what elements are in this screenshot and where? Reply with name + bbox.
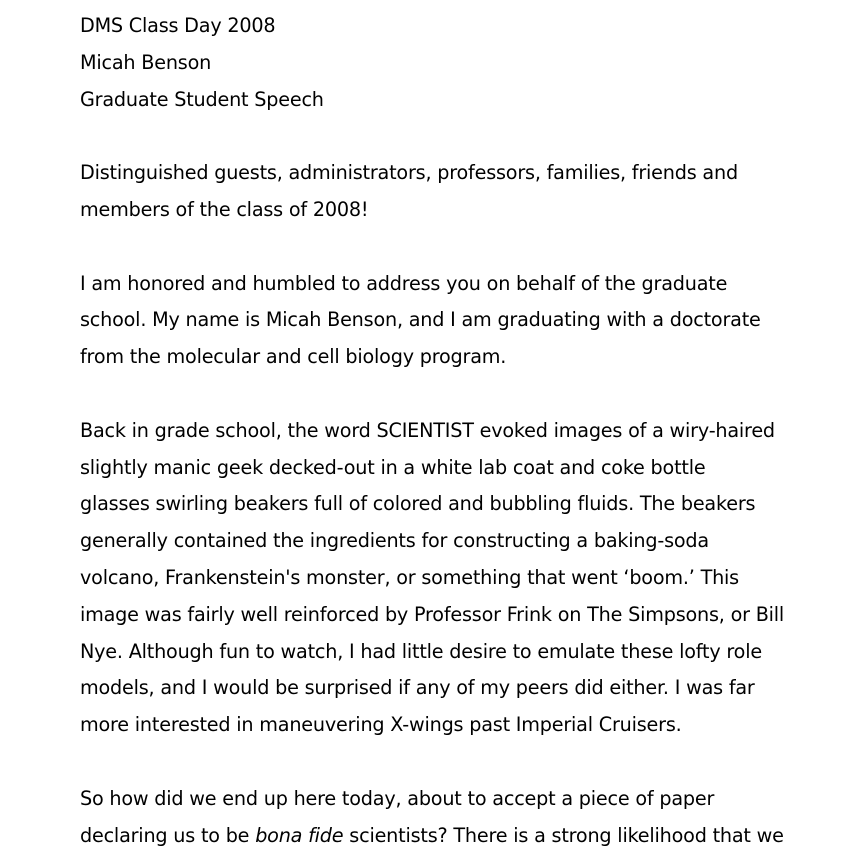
text-line: generally contained the ingredients for constructing a baking-soda <box>80 529 709 553</box>
text-segment: declaring us to be <box>80 823 256 847</box>
paragraph-grade-school <box>80 413 825 744</box>
speech-title: Graduate Student Speech <box>80 87 324 111</box>
text-line: Nye. Although fun to watch, I had little desire to emulate these lofty role <box>80 639 762 663</box>
text-line: image was fairly well reinforced by Professor Frink on The Simpsons, or Bill <box>80 602 785 626</box>
paragraph-gap <box>80 229 825 266</box>
paragraph-gap <box>80 118 825 155</box>
paragraph-gap <box>80 744 825 781</box>
event-title: DMS Class Day 2008 <box>80 14 276 37</box>
text-line: Distinguished guests, administrators, professors, families, friends and <box>80 161 738 185</box>
text-line: volcano, Frankenstein's monster, or something that went ‘boom.’ This <box>80 565 739 589</box>
text-segment: scientists? There is a strong likelihood that we <box>343 823 784 847</box>
paragraph-introduction <box>80 266 825 376</box>
text-line: So how did we end up here today, about to accept a piece of paper <box>80 786 715 810</box>
text-line: slightly manic geek decked-out in a white lab coat and coke bottle <box>80 455 706 479</box>
text-line: models, and I would be surprised if any of my peers did either. I was far <box>80 676 755 700</box>
paragraph-greeting <box>80 155 825 229</box>
italic-phrase: bona fide <box>255 823 344 847</box>
text-line: school. My name is Micah Benson, and I am graduating with a doctorate <box>80 308 761 332</box>
text-line <box>80 818 825 855</box>
speaker-name: Micah Benson <box>80 50 212 74</box>
text-line: members of the class of 2008! <box>80 197 369 221</box>
text-line: Back in grade school, the word SCIENTIST evoked images of a wiry-haired <box>80 418 775 442</box>
paragraph-gap <box>80 376 825 413</box>
text-line: glasses swirling beakers full of colored and bubbling fluids. The beakers <box>80 492 756 516</box>
text-line: more interested in maneuvering X-wings past Imperial Cruisers. <box>80 713 682 737</box>
text-line: I am honored and humbled to address you on behalf of the graduate <box>80 271 728 295</box>
speech-document <box>80 8 825 854</box>
paragraph-question <box>80 781 825 855</box>
text-line: from the molecular and cell biology program. <box>80 345 507 369</box>
